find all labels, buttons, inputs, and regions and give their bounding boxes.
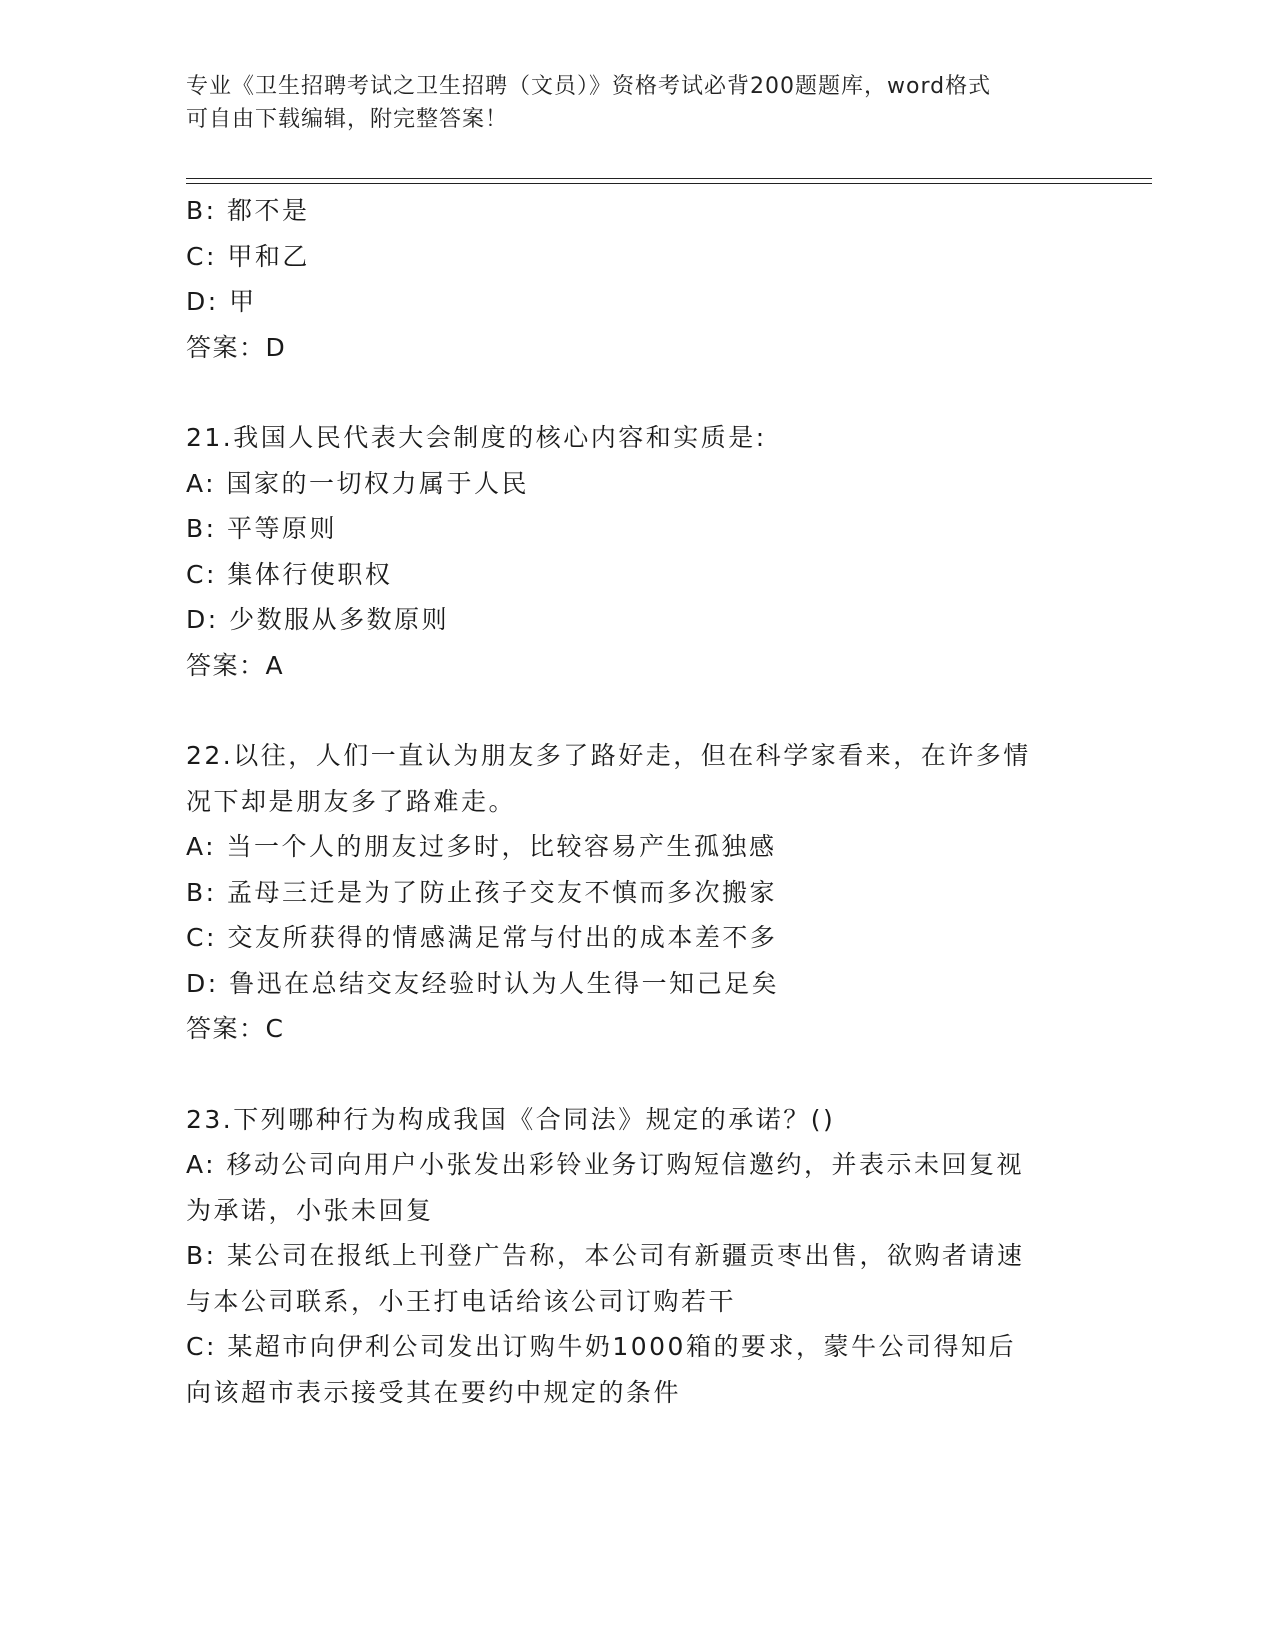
q21-option-c: C: 集体行使职权 (186, 559, 393, 589)
q22-question-line-1: 22.以往，人们一直认为朋友多了路好走，但在科学家看来，在许多情 (186, 741, 1031, 770)
q22-option-c: C: 交友所获得的情感满足常与付出的成本差不多 (186, 923, 778, 952)
header-title-line-1: 专业《卫生招聘考试之卫生招聘（文员）》资格考试必背200题题库，word格式 (186, 74, 992, 99)
q21-option-d: D: 少数服从多数原则 (186, 605, 450, 634)
header-divider-bottom (186, 183, 1152, 184)
q21-option-b: B: 平等原则 (186, 514, 338, 543)
document-header (186, 70, 1066, 136)
q23-question: 23.下列哪种行为构成我国《合同法》规定的承诺？() (186, 1104, 836, 1134)
q22-question-line-2: 况下却是朋友多了路难走。 (186, 786, 517, 816)
q23-option-a-line-1: A: 移动公司向用户小张发出彩铃业务订购短信邀约，并表示未回复视 (186, 1150, 1025, 1179)
q20-option-c: C: 甲和乙 (186, 241, 310, 271)
q22-answer: 答案：C (186, 1014, 285, 1043)
question-21-block (186, 415, 1086, 688)
spacer (186, 1052, 1086, 1097)
spacer (186, 688, 1086, 733)
q20-option-b: B: 都不是 (186, 196, 310, 225)
spacer (186, 370, 1086, 415)
q23-option-b-line-2: 与本公司联系，小王打电话给该公司订购若干 (186, 1286, 737, 1316)
q21-answer: 答案：A (186, 650, 285, 680)
q20-option-d: D: 甲 (186, 287, 257, 316)
q22-option-d: D: 鲁迅在总结交友经验时认为人生得一知己足矣 (186, 968, 780, 998)
question-20-block (186, 188, 1086, 370)
header-title-line-2: 可自由下载编辑，附完整答案！ (186, 107, 509, 132)
question-list (186, 188, 1086, 1415)
q20-answer: 答案：D (186, 332, 287, 362)
question-23-block (186, 1097, 1086, 1416)
q23-option-c-line-2: 向该超市表示接受其在要约中规定的条件 (186, 1377, 682, 1407)
q22-option-b: B: 孟母三迁是为了防止孩子交友不慎而多次搬家 (186, 877, 778, 907)
q21-question: 21.我国人民代表大会制度的核心内容和实质是: (186, 423, 767, 452)
q22-option-a: A: 当一个人的朋友过多时，比较容易产生孤独感 (186, 832, 777, 861)
q23-option-c-line-1: C: 某超市向伊利公司发出订购牛奶1000箱的要求，蒙牛公司得知后 (186, 1332, 1016, 1361)
q23-option-a-line-2: 为承诺，小张未回复 (186, 1195, 434, 1225)
q21-option-a: A: 国家的一切权力属于人民 (186, 468, 530, 498)
q23-option-b-line-1: B: 某公司在报纸上刊登广告称，本公司有新疆贡枣出售，欲购者请速 (186, 1241, 1025, 1270)
header-divider-top (186, 178, 1152, 179)
question-22-block (186, 733, 1086, 1052)
